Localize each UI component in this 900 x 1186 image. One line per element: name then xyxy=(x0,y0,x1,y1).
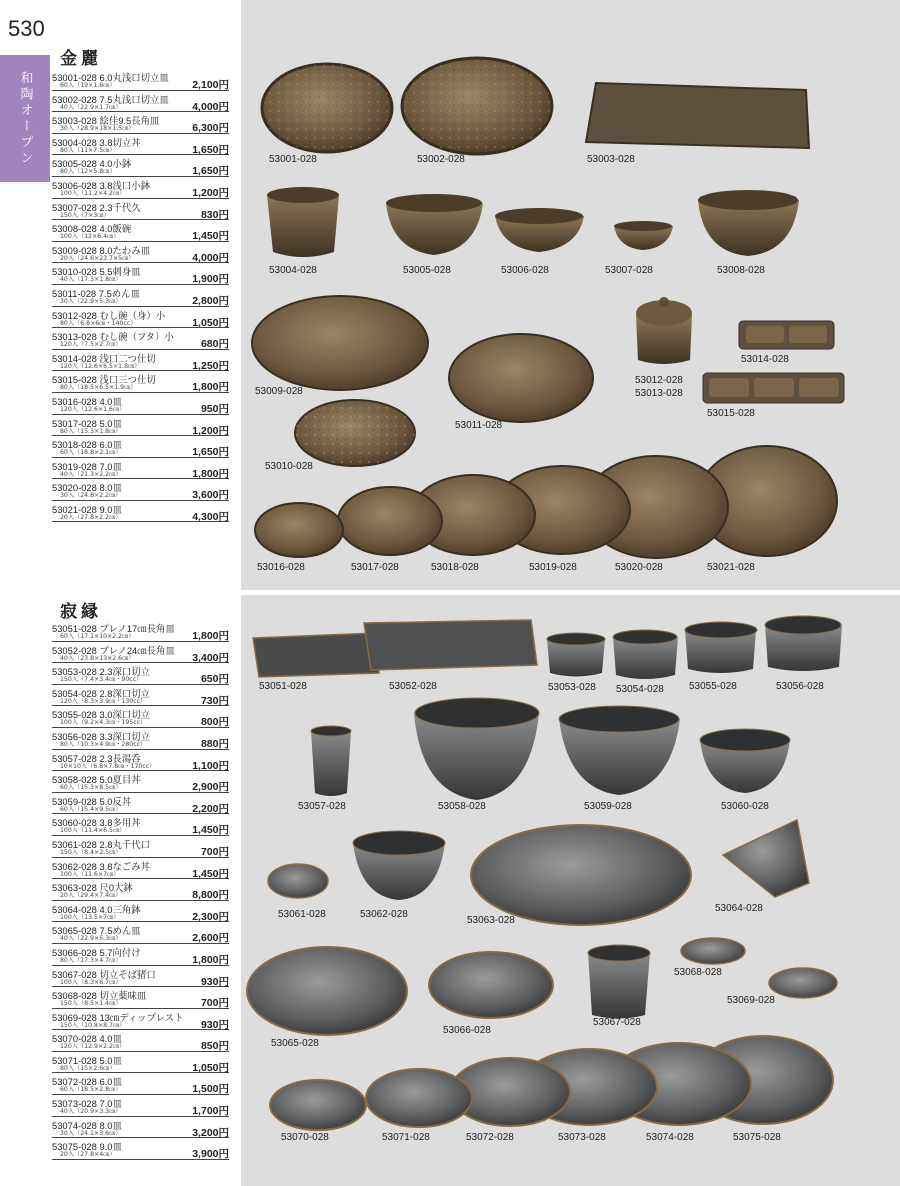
photo-label: 53051-028 xyxy=(259,681,307,692)
product-row xyxy=(52,750,229,772)
product-code: 53053-028 xyxy=(52,666,97,678)
product-price: 6,300円 xyxy=(192,122,229,135)
product-price: 4,300円 xyxy=(192,510,229,523)
product-code: 53062-028 xyxy=(52,860,97,872)
product-spec: 80入（15.3×1.8㎝） xyxy=(60,427,122,435)
product-row xyxy=(52,771,229,793)
photo-label: 53055-028 xyxy=(689,681,737,692)
product-spec: 80入（10.3×4.9㎝・280cc） xyxy=(60,740,147,748)
product-row xyxy=(52,966,229,988)
product-row xyxy=(52,814,229,836)
product-price: 2,300円 xyxy=(192,910,229,923)
product-price: 1,800円 xyxy=(192,630,229,642)
product-code: 53004-028 xyxy=(52,136,97,148)
product-row xyxy=(52,642,229,664)
photo-label: 53013-028 xyxy=(635,388,683,399)
product-spec: 10×10入（6.8×7.8㎝・170cc） xyxy=(60,762,156,770)
product-code: 53059-028 xyxy=(52,795,97,807)
photo-label: 53016-028 xyxy=(257,562,305,573)
photo-label: 53058-028 xyxy=(438,801,486,812)
product-code: 53058-028 xyxy=(52,774,97,786)
photo-label: 53019-028 xyxy=(529,562,577,573)
product-spec: 150入（10.8×8.7㎝） xyxy=(60,1021,126,1029)
product-price: 3,900円 xyxy=(192,1148,229,1161)
product-code: 53005-028 xyxy=(52,158,97,170)
product-name: 3.8切立丼 xyxy=(99,136,141,148)
product-spec: 100入（8.3×6.7㎝） xyxy=(60,978,122,986)
section-title-kinrei: 金麗 xyxy=(60,49,102,69)
product-spec: 120入（8.3×3.9㎝・130cc） xyxy=(60,697,147,705)
product-code: 53066-028 xyxy=(52,946,97,958)
product-price: 2,200円 xyxy=(192,802,229,815)
product-price: 2,600円 xyxy=(192,932,229,945)
product-code: 53019-028 xyxy=(52,460,97,472)
product-code: 53057-028 xyxy=(52,752,97,764)
product-code: 53075-028 xyxy=(52,1141,97,1153)
product-name: 4.0皿 xyxy=(99,1033,122,1045)
product-price: 930円 xyxy=(200,1018,229,1031)
photo-label: 53062-028 xyxy=(360,909,408,920)
product-price: 830円 xyxy=(200,208,229,221)
product-price: 880円 xyxy=(200,737,229,750)
product-spec: 60入（15.4×9.5㎝） xyxy=(60,805,122,813)
photo-label: 53021-028 xyxy=(707,562,755,573)
product-name: 7.5めん皿 xyxy=(99,925,141,937)
product-name: 8.0皿 xyxy=(99,1119,122,1131)
product-price: 850円 xyxy=(200,1040,229,1053)
product-name: 2.3長湯呑 xyxy=(99,752,141,764)
product-code: 53021-028 xyxy=(52,503,97,515)
photo-label: 53060-028 xyxy=(721,801,769,812)
product-row xyxy=(52,1009,229,1031)
product-price: 3,600円 xyxy=(192,489,229,502)
product-row xyxy=(52,69,229,91)
bronze-ware-photos xyxy=(241,0,900,590)
product-price: 1,800円 xyxy=(192,953,229,966)
product-code: 53070-028 xyxy=(52,1033,97,1045)
product-name: 2.3千代久 xyxy=(99,201,141,213)
product-row xyxy=(52,371,229,393)
product-name: 3.0深口切立 xyxy=(99,709,150,721)
product-name: 3.8多用丼 xyxy=(99,817,141,829)
product-row xyxy=(52,728,229,750)
photo-label: 53053-028 xyxy=(548,682,596,693)
product-name: 5.7向付け xyxy=(99,946,141,958)
photo-label: 53074-028 xyxy=(646,1132,694,1143)
photo-label: 53061-028 xyxy=(278,909,326,920)
photo-label: 53067-028 xyxy=(593,1017,641,1028)
product-price: 1,800円 xyxy=(192,467,229,480)
product-code: 53015-028 xyxy=(52,374,97,386)
photo-label: 53018-028 xyxy=(431,562,479,573)
product-code: 53017-028 xyxy=(52,417,97,429)
product-price: 700円 xyxy=(200,845,229,858)
product-spec: 20入（29.4×7.4㎝） xyxy=(60,892,122,900)
product-row xyxy=(52,944,229,966)
product-spec: 80入（18.5×6.5×1.9㎝） xyxy=(60,384,137,392)
product-spec: 120入（12.9×2.2㎝） xyxy=(60,1043,126,1051)
product-row xyxy=(52,350,229,372)
product-spec: 40入（17.3×1.8㎝） xyxy=(60,276,122,284)
photo-label: 53070-028 xyxy=(281,1132,329,1143)
product-spec: 40入（21.3×2.2㎝） xyxy=(60,470,122,478)
product-name: 5.0夏目丼 xyxy=(99,774,141,786)
product-code: 53055-028 xyxy=(52,709,97,721)
product-price: 1,700円 xyxy=(192,1105,229,1118)
photo-label: 53001-028 xyxy=(269,154,317,165)
product-row xyxy=(52,458,229,480)
product-name: 5.0皿 xyxy=(99,1054,122,1066)
product-spec: 20入（27.8×4㎝） xyxy=(60,1151,116,1159)
product-price: 1,100円 xyxy=(192,759,229,772)
photo-label: 53069-028 xyxy=(727,995,775,1006)
product-row xyxy=(52,1073,229,1095)
product-row xyxy=(52,155,229,177)
photo-label: 53020-028 xyxy=(615,562,663,573)
photo-label: 53065-028 xyxy=(271,1038,319,1049)
product-price: 8,800円 xyxy=(192,889,229,902)
tray-53052 xyxy=(364,620,537,670)
photo-label: 53059-028 xyxy=(584,801,632,812)
product-row xyxy=(52,415,229,437)
product-spec: 100入（11.4×6.5㎝） xyxy=(60,827,126,835)
product-name: 切立そば猪口 xyxy=(99,968,156,980)
tray-53051 xyxy=(253,633,379,677)
bowl-53063 xyxy=(471,825,691,925)
product-row xyxy=(52,685,229,707)
product-price: 1,200円 xyxy=(192,186,229,199)
product-list-kinrei xyxy=(52,69,229,522)
product-price: 680円 xyxy=(200,338,229,351)
product-spec: 30入（22.9×5.3㎝） xyxy=(60,297,122,305)
product-row xyxy=(52,901,229,923)
product-spec: 100入（12×6.4㎝） xyxy=(60,233,120,241)
photo-label: 53072-028 xyxy=(466,1132,514,1143)
bowl-53066 xyxy=(429,952,553,1018)
dish-53068 xyxy=(681,938,745,964)
dish-53069 xyxy=(769,968,837,998)
product-row xyxy=(52,112,229,134)
product-spec: 150入（8.5×1.4㎝） xyxy=(60,1000,122,1008)
plate-53071 xyxy=(366,1069,472,1127)
product-spec: 60入（17.1×10×2.2㎝） xyxy=(60,633,135,640)
product-spec: 20入（24.6×23.7×5㎝） xyxy=(60,254,135,262)
product-spec: 150入（8.4×2.5㎝） xyxy=(60,848,122,856)
product-spec: 100入（13.5×7㎝） xyxy=(60,913,120,921)
product-row xyxy=(52,479,229,501)
product-code: 53074-028 xyxy=(52,1119,97,1131)
product-name: 5.0反丼 xyxy=(99,795,132,807)
product-code: 53067-028 xyxy=(52,968,97,980)
product-row xyxy=(52,793,229,815)
product-name: 尺0大鉢 xyxy=(99,882,133,894)
product-name: 7.5丸浅口切立皿 xyxy=(99,93,169,105)
product-row xyxy=(52,879,229,901)
page-number: 530 xyxy=(8,16,45,41)
product-spec: 80入（15×2.6㎝） xyxy=(60,1064,116,1072)
product-spec: 150入（7.4×3.4㎝・90cc） xyxy=(60,676,143,684)
product-name: 3.3深口切立 xyxy=(99,730,150,742)
product-name: プレノ17㎝長角皿 xyxy=(99,623,175,634)
product-name: 3.8浅口小鉢 xyxy=(99,179,150,191)
product-spec: 60入（15.3×8.5㎝） xyxy=(60,784,122,792)
product-spec: 40入（22.9×5.3㎝） xyxy=(60,935,122,943)
product-spec: 80入（12×5.8㎝） xyxy=(60,168,116,176)
product-row xyxy=(52,620,229,642)
dish-53061 xyxy=(268,864,328,898)
photo-label: 53052-028 xyxy=(389,681,437,692)
photo-label: 53075-028 xyxy=(733,1132,781,1143)
product-row xyxy=(52,501,229,523)
photo-label: 53068-028 xyxy=(674,967,722,978)
product-spec: 80入（11×7.5㎝） xyxy=(60,146,116,154)
product-code: 53009-028 xyxy=(52,244,97,256)
cup-53057 xyxy=(311,731,351,796)
product-price: 2,900円 xyxy=(192,781,229,794)
product-row xyxy=(52,177,229,199)
product-row xyxy=(52,263,229,285)
product-name: 2.8深口切立 xyxy=(99,687,150,699)
product-spec: 60入（18.8×2.1㎝） xyxy=(60,449,122,457)
product-spec: 30入（24.1×3.6㎝） xyxy=(60,1129,122,1137)
product-name: むし碗（フタ）小 xyxy=(99,331,174,343)
product-price: 4,000円 xyxy=(192,251,229,264)
product-code: 53052-028 xyxy=(52,644,97,656)
product-code: 53020-028 xyxy=(52,482,97,494)
product-spec: 100入（11.6×7㎝） xyxy=(60,870,120,878)
photo-label: 53005-028 xyxy=(403,265,451,276)
product-name: 切立薬味皿 xyxy=(99,990,147,1002)
product-code: 53064-028 xyxy=(52,903,97,915)
product-spec: 100入（9.2×4.3㎝・195cc） xyxy=(60,719,147,727)
product-price: 1,050円 xyxy=(192,1061,229,1074)
product-name: むし碗（身）小 xyxy=(99,309,166,321)
bowl-53065 xyxy=(247,947,407,1035)
product-row xyxy=(52,1030,229,1052)
plate-53070 xyxy=(270,1080,366,1130)
product-name: 6.0皿 xyxy=(99,1076,122,1088)
photo-label: 53007-028 xyxy=(605,265,653,276)
product-name: 4.0皿 xyxy=(99,395,122,407)
product-price: 800円 xyxy=(200,716,229,729)
product-price: 3,200円 xyxy=(192,1126,229,1139)
product-code: 53056-028 xyxy=(52,730,97,742)
product-row xyxy=(52,436,229,458)
product-name: 8.0たわみ皿 xyxy=(99,244,150,256)
product-price: 2,800円 xyxy=(192,294,229,307)
product-row xyxy=(52,91,229,113)
product-code: 53061-028 xyxy=(52,838,97,850)
product-row xyxy=(52,285,229,307)
product-code: 53006-028 xyxy=(52,179,97,191)
photo-label: 53066-028 xyxy=(443,1025,491,1036)
product-name: 4.0飯碗 xyxy=(99,223,132,235)
product-name: 9.0皿 xyxy=(99,1141,122,1153)
product-price: 2,100円 xyxy=(192,79,229,91)
product-code: 53065-028 xyxy=(52,925,97,937)
product-price: 730円 xyxy=(200,694,229,707)
product-name: 9.0皿 xyxy=(99,503,122,515)
photo-label: 53002-028 xyxy=(417,154,465,165)
product-name: 絵佳9.5長角皿 xyxy=(99,115,160,127)
category-tab: 和陶オープン xyxy=(0,55,50,182)
product-spec: 40入（20.9×3.3㎝） xyxy=(60,1108,122,1116)
product-row xyxy=(52,1117,229,1139)
product-row xyxy=(52,1052,229,1074)
product-code: 53063-028 xyxy=(52,882,97,894)
photo-label: 53006-028 xyxy=(501,265,549,276)
photo-label: 53014-028 xyxy=(741,354,789,365)
photo-label: 53054-028 xyxy=(616,684,664,695)
product-row xyxy=(52,922,229,944)
product-code: 53014-028 xyxy=(52,352,97,364)
photo-label: 53064-028 xyxy=(715,903,763,914)
product-price: 1,650円 xyxy=(192,165,229,178)
product-spec: 80入（17.3×4.7㎝） xyxy=(60,956,122,964)
product-code: 53051-028 xyxy=(52,623,97,634)
product-name: 浅口二つ仕切 xyxy=(99,352,156,364)
product-price: 700円 xyxy=(200,997,229,1010)
product-spec: 80入（6.8×6㎝・140cc） xyxy=(60,319,137,327)
product-code: 53003-028 xyxy=(52,115,97,127)
product-code: 53010-028 xyxy=(52,266,97,278)
product-spec: 30入（28.9×18×1.5㎝） xyxy=(60,125,135,133)
product-code: 53071-028 xyxy=(52,1054,97,1066)
product-spec: 30入（24.8×2.2㎝） xyxy=(60,492,122,500)
photo-label: 53015-028 xyxy=(707,408,755,419)
photo-panel-sabienishi xyxy=(241,595,900,1186)
product-code: 53054-028 xyxy=(52,687,97,699)
product-spec: 60入（19×1.6㎝） xyxy=(60,82,116,89)
product-price: 1,500円 xyxy=(192,1083,229,1096)
product-row xyxy=(52,134,229,156)
product-price: 950円 xyxy=(200,402,229,415)
section-title-sabienishi: 寂縁 xyxy=(60,602,102,622)
photo-label: 53073-028 xyxy=(558,1132,606,1143)
product-price: 1,800円 xyxy=(192,381,229,394)
product-price: 4,000円 xyxy=(192,100,229,113)
cup-53067 xyxy=(588,953,650,1019)
product-code: 53011-028 xyxy=(52,287,97,299)
product-name: 3.8なごみ丼 xyxy=(99,860,150,872)
product-name: 5.0皿 xyxy=(99,417,122,429)
product-price: 1,450円 xyxy=(192,867,229,880)
product-code: 53008-028 xyxy=(52,223,97,235)
product-price: 930円 xyxy=(200,975,229,988)
product-code: 53012-028 xyxy=(52,309,97,321)
product-name: 8.0皿 xyxy=(99,482,122,494)
product-row xyxy=(52,328,229,350)
product-name: 7.0皿 xyxy=(99,460,122,472)
product-spec: 120入（12.6×6.5×1.8㎝） xyxy=(60,362,141,370)
product-spec: 120入（12.6×1.6㎝） xyxy=(60,405,126,413)
photo-label: 53063-028 xyxy=(467,915,515,926)
product-price: 3,400円 xyxy=(192,651,229,664)
product-row xyxy=(52,220,229,242)
product-row xyxy=(52,1138,229,1160)
product-spec: 120入（7.5×2.7㎝） xyxy=(60,341,122,349)
product-price: 650円 xyxy=(200,673,229,686)
product-name: 6.0丸浅口切立皿 xyxy=(99,72,169,83)
product-name: 2.8丸千代口 xyxy=(99,838,150,850)
product-name: 2.3深口切立 xyxy=(99,666,150,678)
product-price: 1,450円 xyxy=(192,824,229,837)
product-name: 6.0皿 xyxy=(99,439,122,451)
product-row xyxy=(52,858,229,880)
product-code: 53007-028 xyxy=(52,201,97,213)
photo-panel-kinrei xyxy=(241,0,900,590)
photo-label: 53057-028 xyxy=(298,801,346,812)
product-code: 53069-028 xyxy=(52,1011,97,1023)
product-row xyxy=(52,1095,229,1117)
product-price: 1,200円 xyxy=(192,424,229,437)
product-price: 1,450円 xyxy=(192,230,229,243)
product-name: 5.5刺身皿 xyxy=(99,266,141,278)
product-code: 53002-028 xyxy=(52,93,97,105)
photo-label: 53004-028 xyxy=(269,265,317,276)
product-name: 4.0小鉢 xyxy=(99,158,132,170)
product-row xyxy=(52,706,229,728)
product-code: 53016-028 xyxy=(52,395,97,407)
product-name: 13㎝ディップレスト xyxy=(99,1011,184,1023)
product-code: 53072-028 xyxy=(52,1076,97,1088)
product-list-sabienishi xyxy=(52,620,229,1160)
product-spec: 20入（27.8×2.2㎝） xyxy=(60,513,122,521)
product-row xyxy=(52,836,229,858)
product-name: 浅口三つ仕切 xyxy=(99,374,156,386)
product-row xyxy=(52,307,229,329)
product-price: 1,050円 xyxy=(192,316,229,329)
photo-label: 53071-028 xyxy=(382,1132,430,1143)
product-code: 53060-028 xyxy=(52,817,97,829)
photo-label: 53012-028 xyxy=(635,375,683,386)
photo-label: 53003-028 xyxy=(587,154,635,165)
product-name: 7.0皿 xyxy=(99,1098,122,1110)
product-name: プレノ24㎝長角皿 xyxy=(99,644,175,656)
photo-label: 53017-028 xyxy=(351,562,399,573)
product-code: 53073-028 xyxy=(52,1098,97,1110)
product-row xyxy=(52,242,229,264)
photo-label: 53011-028 xyxy=(455,420,503,431)
photo-label: 53010-028 xyxy=(265,461,313,472)
photo-label: 53056-028 xyxy=(776,681,824,692)
product-spec: 100入（11.2×4.2㎝） xyxy=(60,189,126,197)
bowl-53064 xyxy=(723,820,809,897)
product-code: 53068-028 xyxy=(52,990,97,1002)
photo-label: 53008-028 xyxy=(717,265,765,276)
product-row xyxy=(52,987,229,1009)
product-spec: 40入（22.9×1.7㎝） xyxy=(60,103,122,111)
product-price: 1,650円 xyxy=(192,143,229,156)
product-row xyxy=(52,663,229,685)
product-name: 7.5めん皿 xyxy=(98,287,140,299)
product-price: 1,900円 xyxy=(192,273,229,286)
photo-label: 53009-028 xyxy=(255,386,303,397)
product-name: 4.0三角鉢 xyxy=(99,903,141,915)
product-spec: 40入（23.8×13×2.6㎝） xyxy=(60,654,135,662)
product-spec: 60入（18.5×2.8㎝） xyxy=(60,1086,122,1094)
product-code: 53001-028 xyxy=(52,72,97,83)
product-price: 1,250円 xyxy=(192,359,229,372)
product-row xyxy=(52,199,229,221)
product-row xyxy=(52,393,229,415)
product-code: 53018-028 xyxy=(52,439,97,451)
product-code: 53013-028 xyxy=(52,331,97,343)
product-spec: 150入（7×3㎝） xyxy=(60,211,110,219)
product-price: 1,650円 xyxy=(192,446,229,459)
